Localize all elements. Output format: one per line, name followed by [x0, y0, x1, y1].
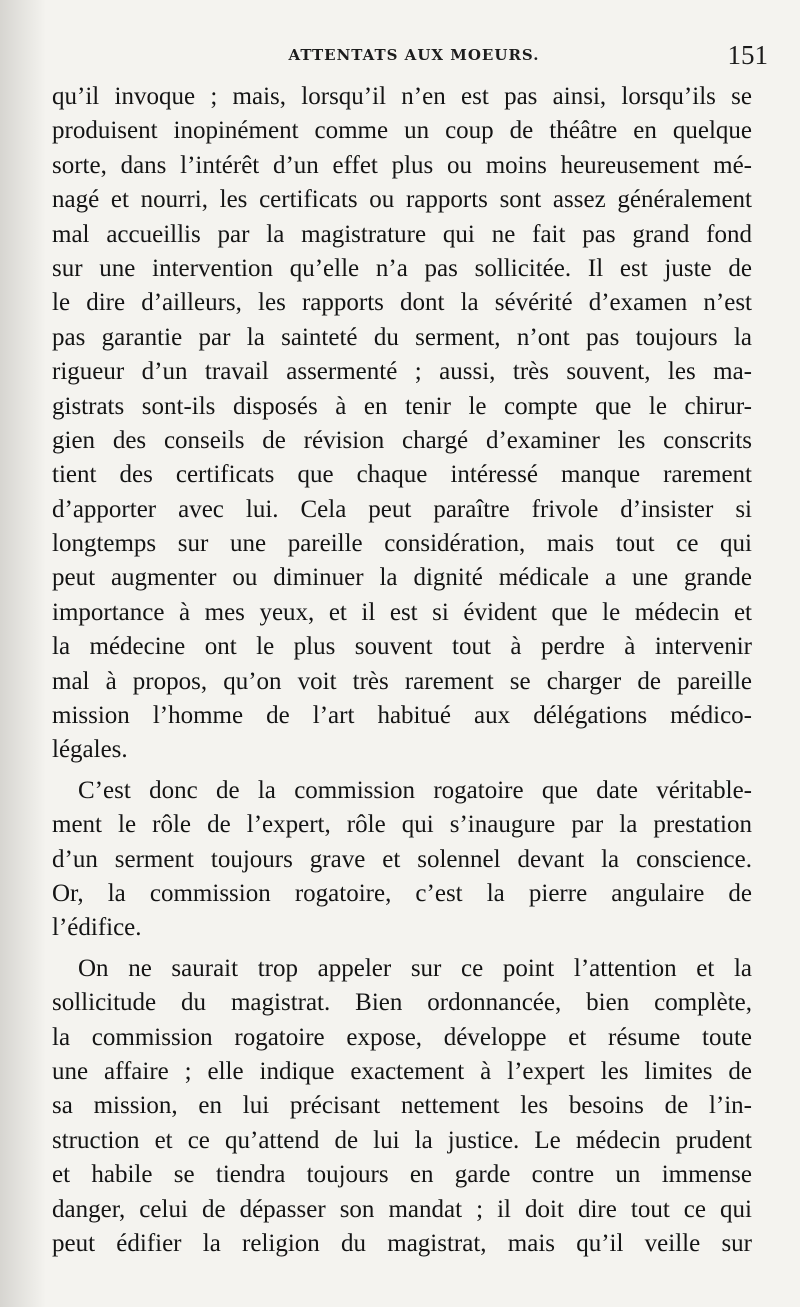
text-line: struction et ce qu’attend de lui la justice. Le médecin prudent: [52, 1126, 752, 1154]
text-line: importance à mes yeux, et il est si évident que le médecin et: [52, 598, 752, 626]
running-title: ATTENTATS AUX MOEURS.: [288, 46, 540, 64]
text-line: pas garantie par la sainteté du serment, n’ont pas toujours la: [52, 323, 752, 351]
page-number: 151: [727, 40, 768, 70]
text-line: On ne saurait trop appeler sur ce point l’attention et la: [78, 954, 752, 982]
text-line: l’édifice.: [52, 914, 142, 942]
paragraph: [52, 80, 752, 768]
paragraph: [52, 952, 752, 1262]
text-line: mal à propos, qu’on voit très rarement se charger de pareille: [52, 667, 752, 695]
page-shadow: [0, 0, 46, 1307]
text-line: tient des certificats que chaque intéressé manque rarement: [52, 461, 752, 489]
text-line: le dire d’ailleurs, les rapports dont la sévérité d’examen n’est: [52, 289, 752, 317]
text-line: d’apporter avec lui. Cela peut paraître frivole d’insister si: [52, 495, 752, 523]
text-line: Or, la commission rogatoire, c’est la pierre angulaire de: [52, 879, 752, 907]
text-line: longtemps sur une pareille considération, mais tout ce qui: [52, 530, 752, 558]
text-line: ment le rôle de l’expert, rôle qui s’inaugure par la prestation: [52, 811, 752, 839]
text-line: et habile se tiendra toujours en garde contre un immense: [52, 1161, 752, 1189]
text-line: peut augmenter ou diminuer la dignité médicale a une grande: [52, 564, 752, 592]
text-line: sollicitude du magistrat. Bien ordonnancée, bien complète,: [52, 989, 752, 1017]
text-line: produisent inopinément comme un coup de théâtre en quelque: [52, 117, 752, 145]
text-line: sur une intervention qu’elle n’a pas sollicitée. Il est juste de: [52, 254, 752, 282]
body-text: [52, 80, 752, 1261]
paragraph: [52, 774, 752, 946]
text-line: la commission rogatoire expose, développe et résume toute: [52, 1023, 752, 1051]
text-line: qu’il invoque ; mais, lorsqu’il n’en est pas ainsi, lorsqu’ils se: [52, 83, 752, 110]
text-line: sa mission, en lui précisant nettement les besoins de l’in-: [52, 1092, 752, 1120]
text-line: légales.: [52, 736, 128, 764]
text-line: nagé et nourri, les certificats ou rapports sont assez généralement: [52, 186, 752, 214]
text-line: gien des conseils de révision chargé d’examiner les conscrits: [52, 426, 752, 454]
text-line: d’un serment toujours grave et solennel devant la conscience.: [52, 845, 752, 873]
text-line: peut édifier la religion du magistrat, mais qu’il veille sur: [52, 1229, 752, 1257]
text-line: mal accueillis par la magistrature qui ne fait pas grand fond: [52, 220, 752, 248]
text-line: mission l’homme de l’art habitué aux délégations médico-: [52, 702, 752, 730]
text-line: danger, celui de dépasser son mandat ; il doit dire tout ce qui: [52, 1195, 752, 1223]
text-line: C’est donc de la commission rogatoire que date véritable-: [78, 776, 752, 804]
text-line: rigueur d’un travail assermenté ; aussi, très souvent, les ma-: [52, 358, 752, 386]
text-line: la médecine ont le plus souvent tout à perdre à intervenir: [52, 633, 752, 661]
text-line: une affaire ; elle indique exactement à l’expert les limites de: [52, 1057, 752, 1085]
text-line: gistrats sont-ils disposés à en tenir le compte que le chirur-: [52, 392, 752, 420]
text-line: sorte, dans l’intérêt d’un effet plus ou moins heureusement mé-: [52, 151, 752, 179]
running-head: [52, 40, 776, 74]
